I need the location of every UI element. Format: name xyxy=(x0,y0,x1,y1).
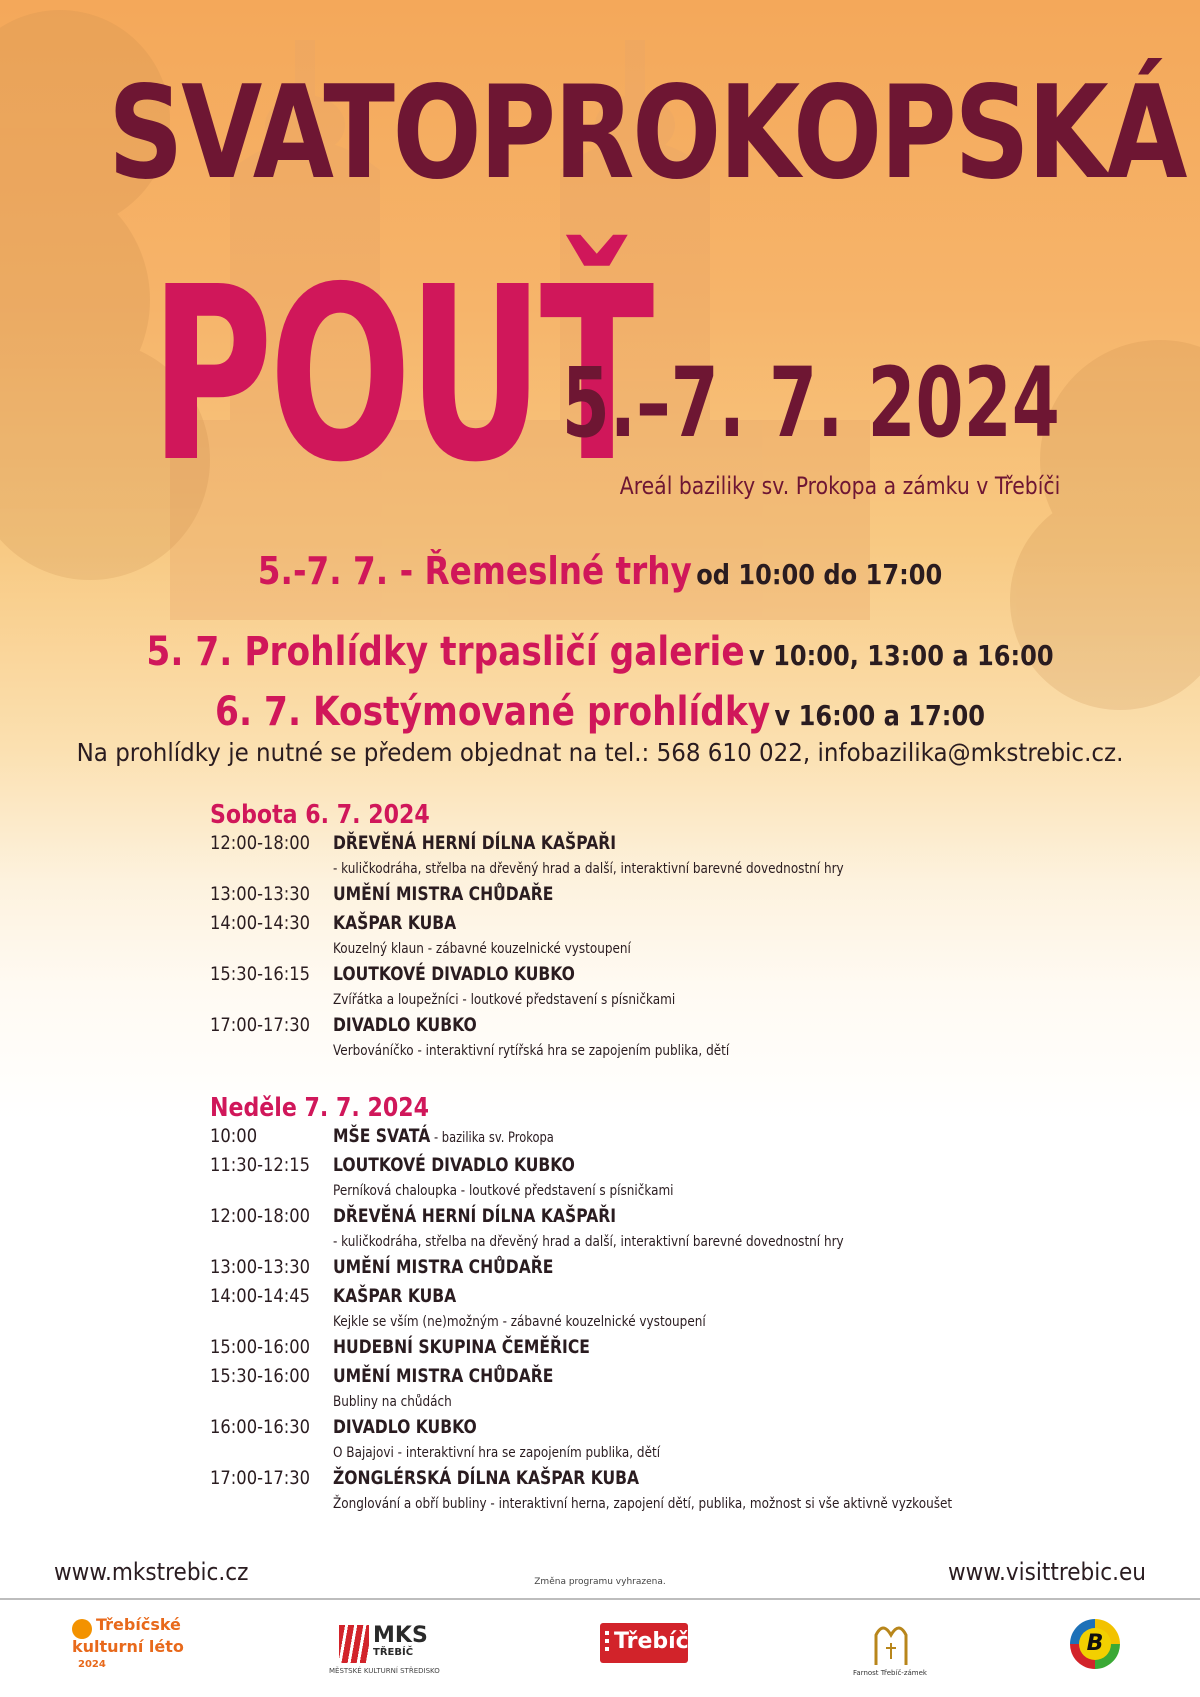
footer-link-visittrebic[interactable]: www.visittrebic.eu xyxy=(948,1558,1146,1586)
schedule-event xyxy=(210,832,1110,883)
poster-title-line1: SVATOPROKOPSKÁ xyxy=(108,59,1186,208)
event-description: - kuličkodráha, střelba na dřevěný hrad a další, interaktivní barevné dovednostní hry xyxy=(333,1234,844,1250)
event-time: 16:00-16:30 xyxy=(210,1416,311,1438)
schedule-event xyxy=(210,1365,1110,1416)
logo-mks-trebic xyxy=(325,1605,440,1685)
schedule-event xyxy=(210,1154,1110,1205)
event-name: DŘEVĚNÁ HERNÍ DÍLNA KAŠPAŘI xyxy=(333,1205,617,1227)
event-description: O Bajajovi - interaktivní hra se zapojením publika, dětí xyxy=(333,1445,661,1461)
logo-text: kulturní léto xyxy=(72,1637,184,1656)
event-time: 11:30-12:15 xyxy=(210,1154,311,1176)
highlight-title: 5.-7. 7. - Řemeslné trhy xyxy=(257,549,692,593)
event-name: KAŠPAR KUBA xyxy=(333,1285,457,1307)
event-name: DIVADLO KUBKO xyxy=(333,1014,477,1036)
footer-divider xyxy=(0,1598,1200,1600)
schedule-event xyxy=(210,963,1110,1014)
logo-trebicske-kulturni-leto xyxy=(60,1605,190,1685)
event-name: UMĚNÍ MISTRA CHŮDAŘE xyxy=(333,1365,554,1387)
event-time: 15:30-16:15 xyxy=(210,963,311,985)
church-arch-icon xyxy=(874,1617,908,1667)
event-time: 14:00-14:45 xyxy=(210,1285,311,1307)
schedule-event xyxy=(210,1256,1110,1285)
event-dates: 5.–7. 7. 2024 xyxy=(561,347,1060,459)
event-venue: Areál baziliky sv. Prokopa a zámku v Třebíči xyxy=(619,472,1060,500)
event-time: 15:00-16:00 xyxy=(210,1336,311,1358)
event-time: 14:00-14:30 xyxy=(210,912,311,934)
schedule-event xyxy=(210,1416,1110,1467)
highlight-title: 6. 7. Kostýmované prohlídky xyxy=(215,689,771,735)
event-name: DIVADLO KUBKO xyxy=(333,1416,477,1438)
event-location: - bazilika sv. Prokopa xyxy=(430,1130,554,1146)
event-name: ŽONGLÉRSKÁ DÍLNA KAŠPAR KUBA xyxy=(333,1467,640,1489)
event-description: - kuličkodráha, střelba na dřevěný hrad a další, interaktivní barevné dovednostní hry xyxy=(333,861,844,877)
event-name xyxy=(333,1125,554,1147)
logo-text: Třebíčské xyxy=(96,1615,181,1634)
event-time: 13:00-13:30 xyxy=(210,1256,311,1278)
dotted-line-icon xyxy=(605,1631,609,1655)
logo-text: Farnost Třebíč-zámek xyxy=(853,1669,927,1677)
event-time: 15:30-16:00 xyxy=(210,1365,311,1387)
logo-text: B xyxy=(1079,1628,1111,1660)
event-description: Žonglování a obří bubliny - interaktivní herna, zapojení dětí, publika, možnost si vše aktivně vyzkoušet xyxy=(333,1496,953,1512)
highlight-crafts-market xyxy=(84,549,1116,593)
mks-stripes-icon xyxy=(339,1625,369,1663)
event-name: UMĚNÍ MISTRA CHŮDAŘE xyxy=(333,1256,554,1278)
schedule-event xyxy=(210,1205,1110,1256)
event-description: Kouzelný klaun - zábavné kouzelnické vystoupení xyxy=(333,941,631,957)
highlight-dwarf-gallery-tours xyxy=(84,629,1116,675)
event-description: Verbováníčko - interaktivní rytířská hra se zapojením publika, dětí xyxy=(333,1043,730,1059)
highlight-time: v 16:00 a 17:00 xyxy=(774,699,985,732)
saturday-schedule xyxy=(210,800,1110,1065)
event-name: UMĚNÍ MISTRA CHŮDAŘE xyxy=(333,883,554,905)
event-description: Perníková chaloupka - loutkové představení s písničkami xyxy=(333,1183,674,1199)
event-description: Bubliny na chůdách xyxy=(333,1394,452,1410)
schedule-event xyxy=(210,1336,1110,1365)
logo-text: MĚSTSKÉ KULTURNÍ STŘEDISKO xyxy=(329,1667,440,1675)
reservation-note: Na prohlídky je nutné se předem objednat na tel.: 568 610 022, infobazilika@mkstrebic.cz. xyxy=(76,738,1124,767)
event-time: 17:00-17:30 xyxy=(210,1014,311,1036)
day-title: Sobota 6. 7. 2024 xyxy=(210,800,430,830)
schedule-event xyxy=(210,912,1110,963)
event-name: KAŠPAR KUBA xyxy=(333,912,457,934)
logo-text: TŘEBÍČ xyxy=(373,1647,414,1658)
logo-b-round xyxy=(1070,1605,1130,1685)
footer-link-mkstrebic[interactable]: www.mkstrebic.cz xyxy=(54,1558,249,1586)
event-description: Kejkle se vším (ne)možným - zábavné kouzelnické vystoupení xyxy=(333,1314,706,1330)
event-name: LOUTKOVÉ DIVADLO KUBKO xyxy=(333,963,575,985)
event-name: DŘEVĚNÁ HERNÍ DÍLNA KAŠPAŘI xyxy=(333,832,617,854)
event-name-text: MŠE SVATÁ xyxy=(333,1125,431,1147)
logo-text: 2024 xyxy=(78,1659,106,1670)
logo-trebic xyxy=(600,1605,690,1685)
event-description: Zvířátka a loupežníci - loutkové představení s písničkami xyxy=(333,992,676,1008)
schedule-event xyxy=(210,1467,1110,1518)
logo-farnost xyxy=(840,1605,940,1685)
event-name: HUDEBNÍ SKUPINA ČEMĚŘICE xyxy=(333,1336,590,1358)
event-time: 12:00-18:00 xyxy=(210,1205,311,1227)
event-name: LOUTKOVÉ DIVADLO KUBKO xyxy=(333,1154,575,1176)
schedule-event xyxy=(210,883,1110,912)
schedule-event xyxy=(210,1125,1110,1154)
highlight-time: od 10:00 do 17:00 xyxy=(696,558,943,591)
event-time: 12:00-18:00 xyxy=(210,832,311,854)
schedule-event xyxy=(210,1285,1110,1336)
poster-title-line2: POUŤ xyxy=(150,235,651,515)
highlight-costumed-tours xyxy=(84,689,1116,735)
sunday-schedule xyxy=(210,1093,1110,1518)
event-time: 13:00-13:30 xyxy=(210,883,311,905)
logo-text: Třebíč xyxy=(614,1629,689,1654)
event-time: 10:00 xyxy=(210,1125,258,1147)
highlight-time: v 10:00, 13:00 a 16:00 xyxy=(749,639,1054,672)
day-title: Neděle 7. 7. 2024 xyxy=(210,1093,429,1123)
highlight-title: 5. 7. Prohlídky trpasličí galerie xyxy=(146,629,745,675)
schedule-event xyxy=(210,1014,1110,1065)
logo-text: MKS xyxy=(373,1623,428,1648)
event-time: 17:00-17:30 xyxy=(210,1467,311,1489)
footer-disclaimer: Změna programu vyhrazena. xyxy=(534,1577,666,1587)
sun-icon xyxy=(72,1619,92,1639)
